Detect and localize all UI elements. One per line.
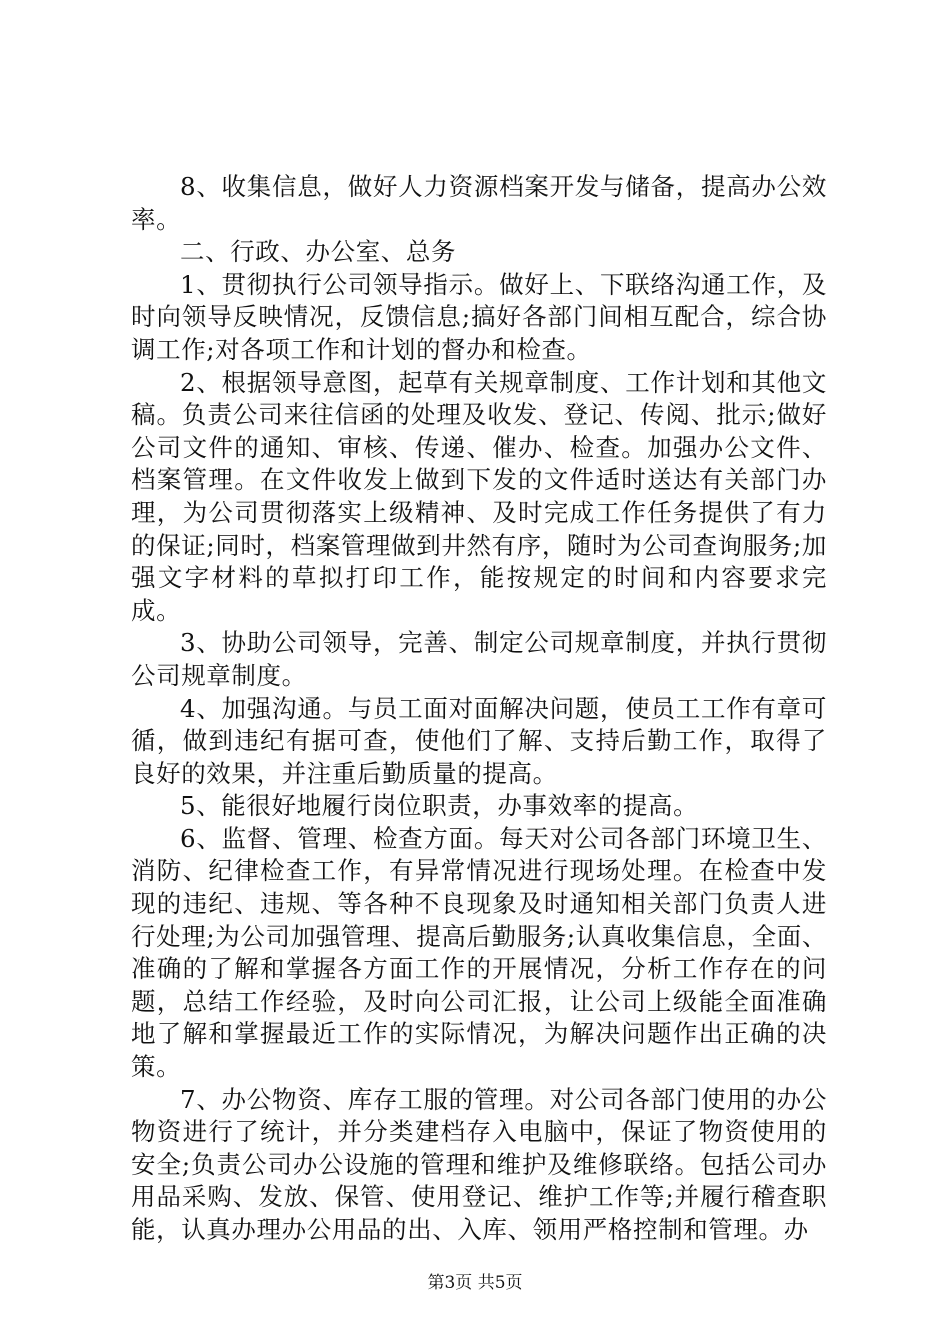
paragraph-item-1: 1、贯彻执行公司领导指示。做好上、下联络沟通工作，及时向领导反映情况，反馈信息;搞好各部门间相互配合，综合协调工作;对各项工作和计划的督办和检查。 <box>131 269 827 364</box>
paragraph-item-3: 3、协助公司领导，完善、制定公司规章制度，并执行贯彻公司规章制度。 <box>131 628 827 690</box>
paragraph-item-7: 7、办公物资、库存工服的管理。对公司各部门使用的办公物资进行了统计，并分类建档存入电脑中，保证了物资使用的安全;负责公司办公设施的管理和维护及维修联络。包括公司办用品采购、发放、保管、使用登记、维护工作等;并履行稽查职能，认真办理办公用品的出、入库、领用严格控制和管理。办 <box>131 1084 827 1244</box>
paragraph-item-5: 5、能很好地履行岗位职责，办事效率的提高。 <box>180 791 699 821</box>
paragraph-item-2: 2、根据领导意图，起草有关规章制度、工作计划和其他文稿。负责公司来往信函的处理及收发、登记、传阅、批示;做好公司文件的通知、审核、传递、催办、检查。加强办公文件、档案管理。在文件收发上做到下发的文件适时送达有关部门办理，为公司贯彻落实上级精神、及时完成工作任务提供了有力的保证;同时，档案管理做到井然有序，随时为公司查询服务;加强文字材料的草拟打印工作，能按规定的时间和内容要求完成。 <box>131 367 827 625</box>
paragraph-item-4: 4、加强沟通。与员工面对面解决问题，使员工工作有章可循，做到违纪有据可查，使他们了解、支持后勤工作，取得了良好的效果，并注重后勤质量的提高。 <box>131 693 827 788</box>
paragraph-item-6: 6、监督、管理、检查方面。每天对公司各部门环境卫生、消防、纪律检查工作，有异常情况进行现场处理。在检查中发现的违纪、违规、等各种不良现象及时通知相关部门负责人进行处理;为公司加强管理、提高后勤服务;认真收集信息，全面、准确的了解和掌握各方面工作的开展情况，分析工作存在的问题，总结工作经验，及时向公司汇报，让公司上级能全面准确地了解和掌握最近工作的实际情况，为解决问题作出正确的决策。 <box>131 823 827 1082</box>
paragraph-item-8: 8、收集信息，做好人力资源档案开发与储备，提高办公效率。 <box>131 172 827 234</box>
document-body <box>131 171 827 1247</box>
section-heading-admin: 二、行政、办公室、总务 <box>180 237 457 267</box>
page-number-footer: 第3页 共5页 <box>427 1273 523 1293</box>
